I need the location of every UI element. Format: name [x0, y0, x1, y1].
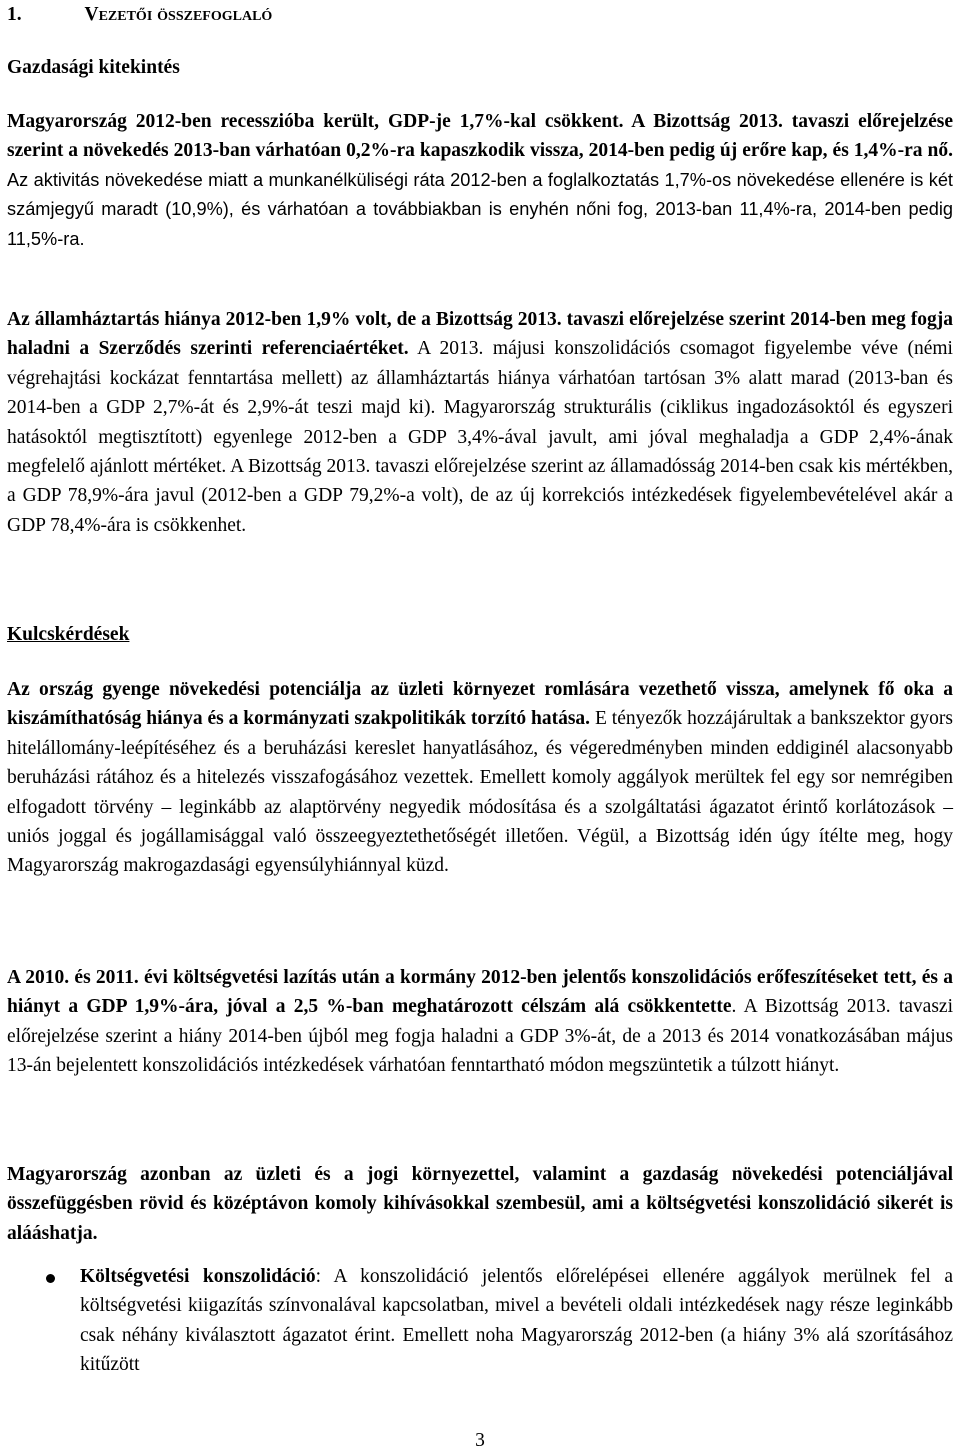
paragraph-challenges-bold: Magyarország azonban az üzleti és a jogi környezettel, valamint a gazdaság növekedési potenciáljával összefüggésben rövid és középtávon komoly kihívásokkal szembesül, ami a költségvetési konszolidáció sikerét is alááshatja. — [7, 1164, 953, 1244]
subheading-key-issues: Kulcskérdések — [7, 624, 130, 645]
paragraph-deficit — [7, 305, 953, 540]
paragraph-outlook-bold: Magyarország 2012-ben recesszióba került, GDP-je 1,7%-kal csökkent. A Bizottság 2013. tavaszi előrejelzése szerint a növekedés 2013-ban várhatóan 0,2%-ra kapaszkodik vissza, 2014-ben pedig új erőre kap, és 1,4%-ra nő. — [7, 111, 953, 162]
subheading-economic-outlook: Gazdasági kitekintés — [7, 57, 180, 78]
bullet-item-text: : A konszolidáció jelentős előrelépései ellenére aggályok merülnek fel a költségvetési kiigazítás színvonalával kapcsolatban, mivel a bevételi oldali intézkedések nagy része leginkább csak néhány kiválasztott ágazatot érint. Emellett noha Magyarország 2012-ben (a hiány 3% alá szorításához kitűzött — [80, 1266, 953, 1376]
paragraph-fiscal-text: . A Bizottság 2013. tavaszi előrejelzése szerint a hiány 2014-ben újból meg fogja haladni a GDP 3%-át, de a 2013 és 2014 vonatkozásában május 13-án bejelentett konszolidációs intézkedések várhatóan fenntartható módon megszüntetik a túlzott hiányt. — [7, 996, 953, 1077]
paragraph-deficit-bold: Az államháztartás hiánya 2012-ben 1,9% volt, de a Bizottság 2013. tavaszi előrejelzése szerint 2014-ben meg fogja haladni a Szerződés szerinti referenciaértéket. — [7, 309, 953, 360]
page-number: 3 — [475, 1430, 485, 1451]
paragraph-outlook-text: Az aktivitás növekedése miatt a munkanélküliségi ráta 2012-ben a foglalkoztatás 1,7%-os növekedése ellenére is két számjegyű maradt (10,9%), és várhatóan a továbbiakban is enyhén nőni fog, 2013-ban 11,4%-ra, 2014-ben pedig 11,5%-ra. — [7, 169, 953, 249]
paragraph-growth-text: E tényezők hozzájárultak a bankszektor gyors hitelállomány-leépítéséhez és a beruházási kereslet hanyatlásához, és végeredményben minden eddiginél alacsonyabb beruházási rátához és a hitelezés visszafogásához vezettek. Emellett komoly aggályok merültek fel egy sor nemrégiben elfogadott törvény – leginkább az alaptörvény negyedik módosítása és a szolgáltatási ágazatot érintő korlátozások – uniós joggal és jogállamisággal való összeegyeztethetőségét illetően. Végül, a Bizottság idén úgy ítélte meg, hogy Magyarország makrogazdasági egyensúlyhiánnyal küzd. — [7, 708, 953, 877]
paragraph-growth-bold: Az ország gyenge növekedési potenciálja az üzleti környezet romlására vezethető vissza, amelynek fő oka a kiszámíthatóság hiánya és a kormányzati szakpolitikák torzító hatása. — [7, 679, 953, 730]
section-number: 1. — [7, 4, 22, 25]
paragraph-challenges — [7, 1160, 953, 1248]
paragraph-growth-potential — [7, 675, 953, 881]
bullet-item-fiscal-consolidation — [80, 1262, 953, 1380]
paragraph-outlook — [7, 107, 953, 254]
bullet-item-label: Költségvetési konszolidáció — [80, 1266, 316, 1287]
paragraph-fiscal-easing — [7, 963, 953, 1081]
section-title: Vezetői összefoglaló — [84, 4, 273, 25]
bullet-dot-icon — [46, 1274, 55, 1283]
paragraph-fiscal-bold: A 2010. és 2011. évi költségvetési lazítás után a kormány 2012-ben jelentős konszolidációs erőfeszítéseket tett, és a hiányt a GDP 1,9%-ára, jóval a 2,5 %-ban meghatározott célszám alá csökkentette — [7, 967, 953, 1018]
paragraph-deficit-text: A 2013. májusi konszolidációs csomagot figyelembe véve (némi végrehajtási kockázat fenntartása mellett) az államháztartás hiánya várhatóan tartósan 3% alatt marad (2013-ban és 2014-ben a GDP 2,7%-át és 2,9%-át teszi majd ki). Magyarország strukturális (ciklikus ingadozásoktól és egyszeri hatásoktól megtisztított) egyenlege 2012-ben a GDP 3,4%-ával javult, ami jóval meghaladja a GDP 2,4%-ának megfelelő ajánlott mértéket. A Bizottság 2013. tavaszi előrejelzése szerint az államadósság 2014-ben csak kis mértékben, a GDP 78,9%-ára javul (2012-ben a GDP 79,2%-a volt), de az új korrekciós intézkedések figyelembevételével akár a GDP 78,4%-ára is csökkenhet. — [7, 338, 953, 536]
section-heading — [7, 2, 953, 28]
